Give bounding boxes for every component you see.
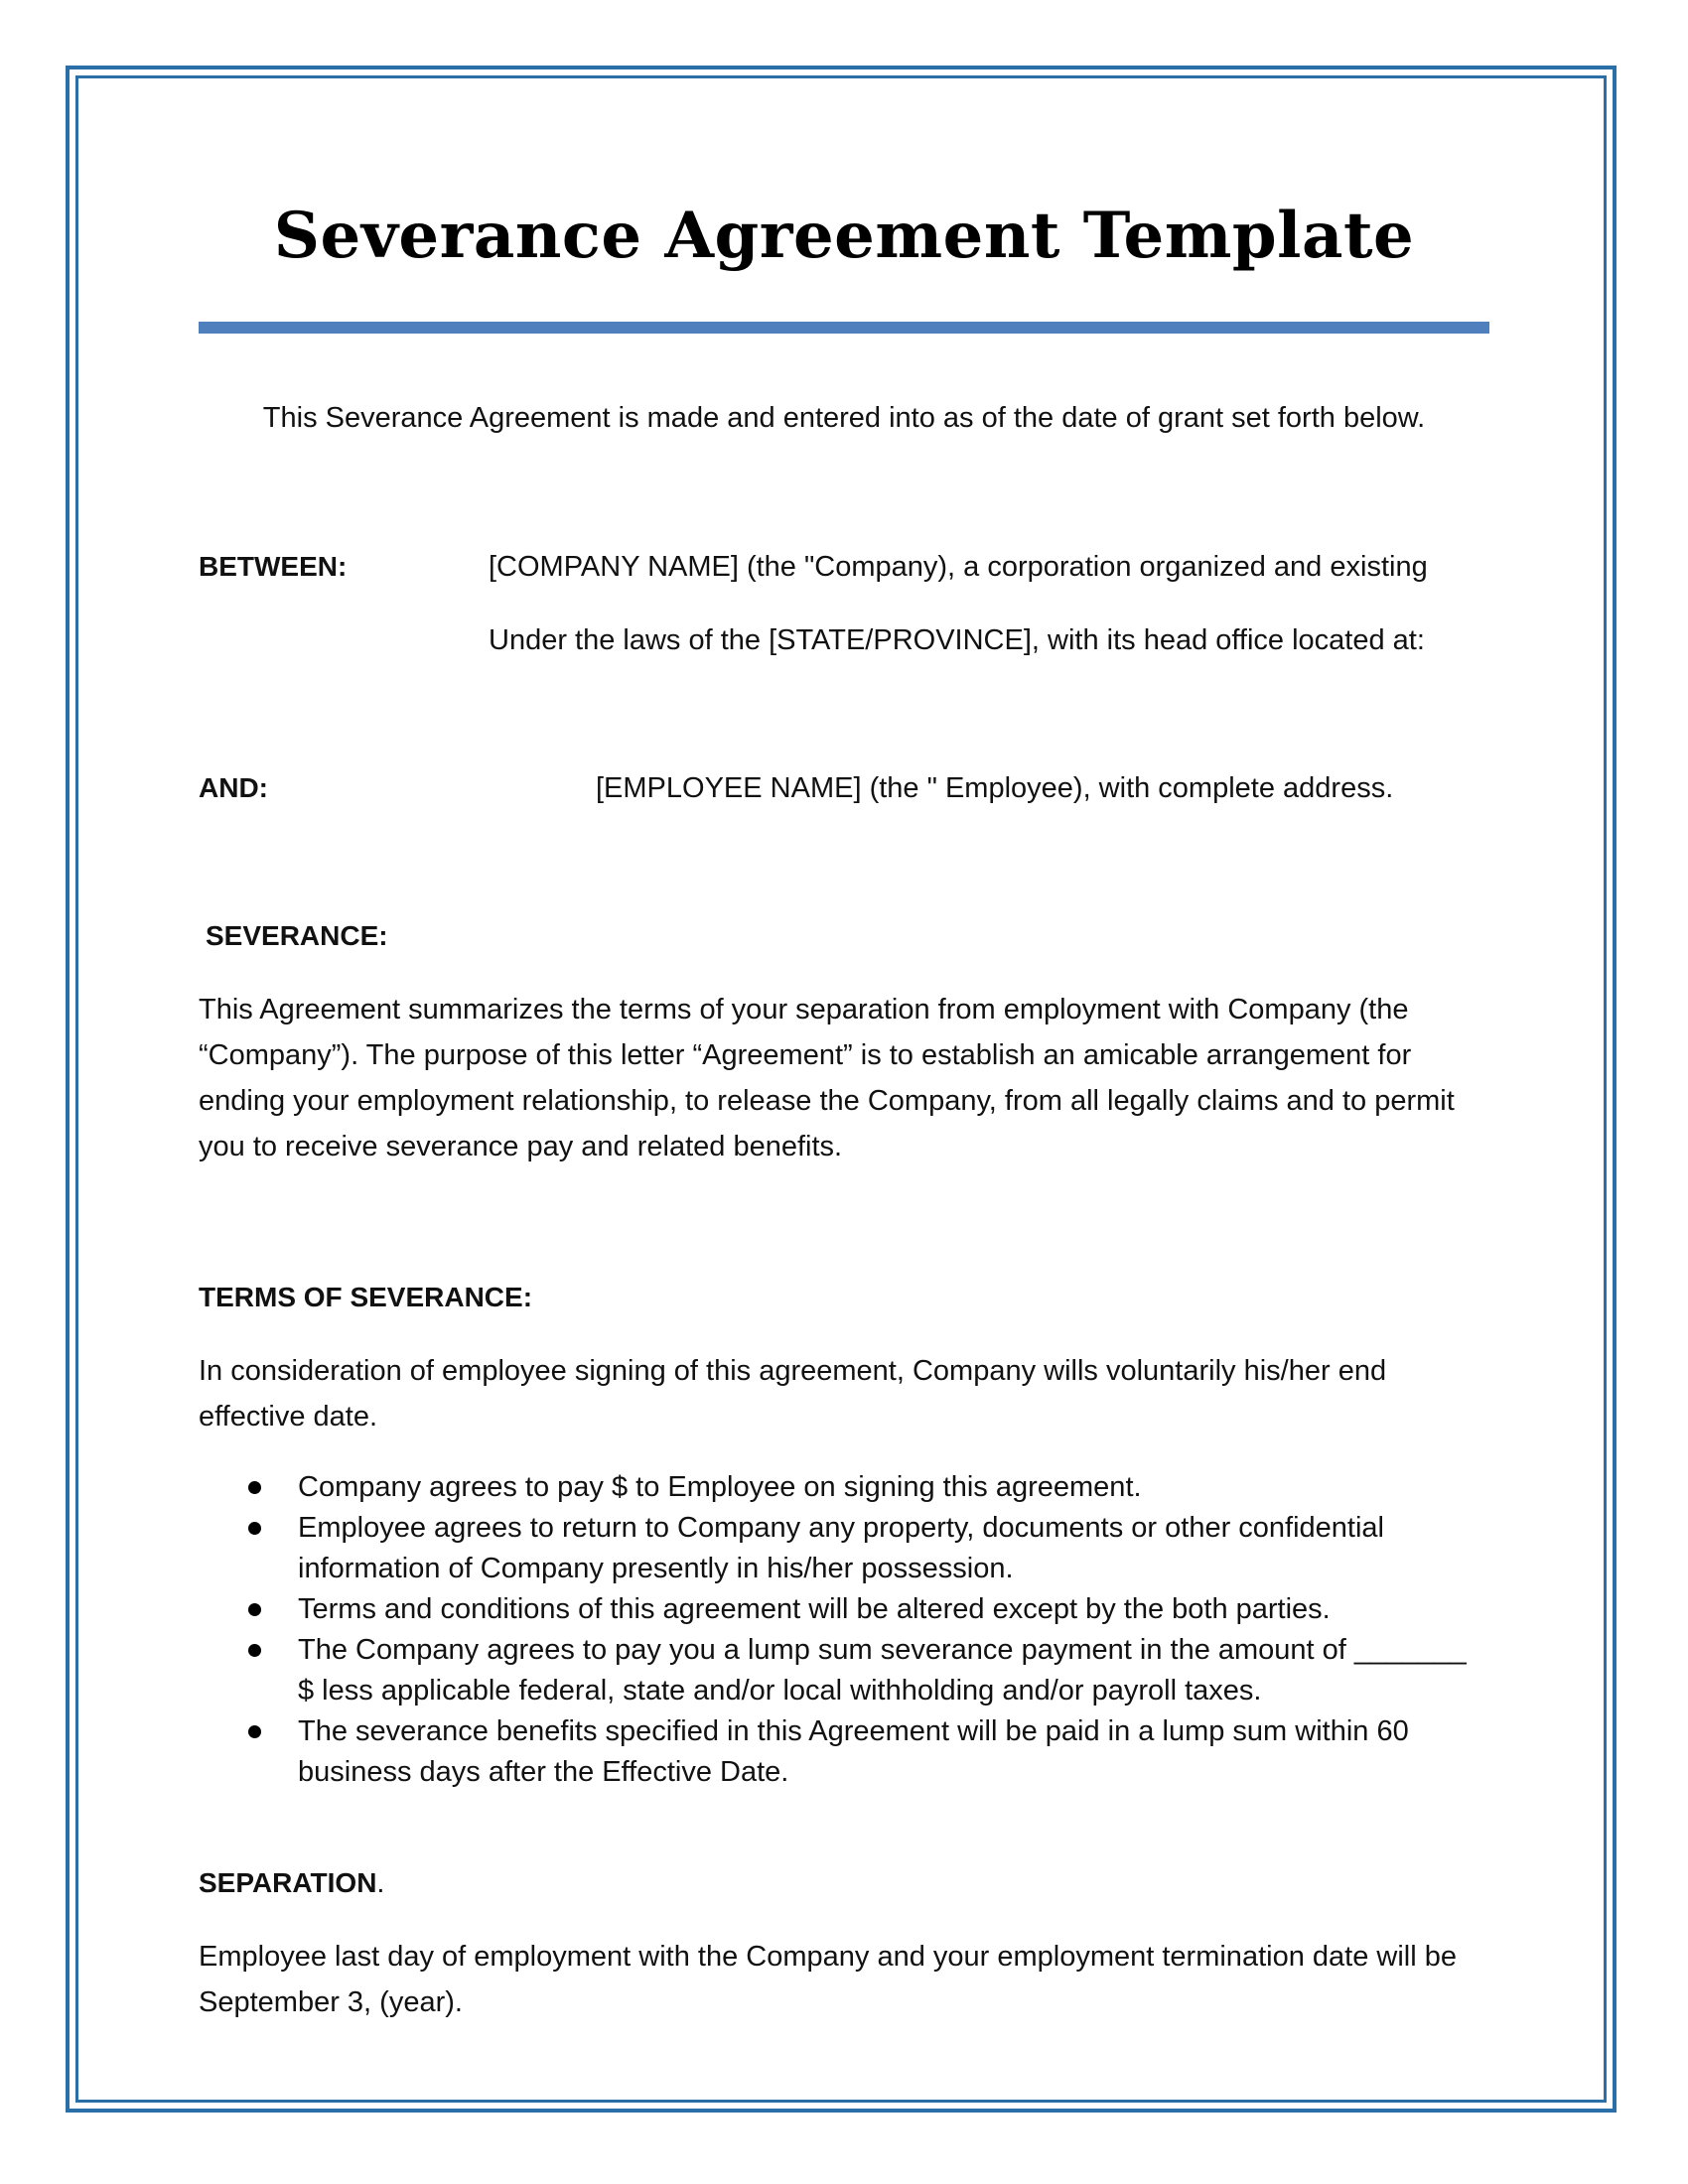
list-item: Company agrees to pay $ to Employee on signing this agreement. (199, 1467, 1489, 1508)
title-underline (199, 322, 1489, 334)
list-item: Employee agrees to return to Company any property, documents or other confidential information of Company presently in his/her possession. (199, 1508, 1489, 1589)
between-label: BETWEEN: (199, 551, 348, 582)
list-item: Terms and conditions of this agreement will be altered except by the both parties. (199, 1589, 1489, 1630)
and-label: AND: (199, 772, 268, 803)
bullet-icon (248, 1522, 261, 1535)
separation-paragraph: Employee last day of employment with the Company and your employment termination date will be September 3, (year). (199, 1941, 1457, 2018)
bullet-icon (248, 1725, 261, 1738)
terms-bullet-list (199, 1467, 1489, 1793)
terms-heading: TERMS OF SEVERANCE: (199, 1282, 533, 1312)
bullet-icon (248, 1644, 261, 1657)
terms-paragraph: In consideration of employee signing of this agreement, Company wills voluntarily his/her end effective date. (199, 1355, 1387, 1433)
and-employee-line: [EMPLOYEE NAME] (the " Employee), with complete address. (596, 772, 1394, 804)
list-item: The severance benefits specified in this Agreement will be paid in a lump sum within 60 business days after the Effective Date. (199, 1711, 1489, 1793)
bullet-icon (248, 1603, 261, 1616)
intro-paragraph: This Severance Agreement is made and entered into as of the date of grant set forth below. (262, 402, 1426, 434)
document-title: Severance Agreement Template (273, 199, 1415, 273)
separation-heading-line (199, 1860, 384, 1906)
bullet-icon (248, 1481, 261, 1494)
separation-heading: SEPARATION (199, 1867, 377, 1898)
severance-heading: SEVERANCE: (206, 920, 388, 951)
between-company-line: [COMPANY NAME] (the "Company), a corporation organized and existing (489, 551, 1428, 583)
list-item: The Company agrees to pay you a lump sum severance payment in the amount of _______ $ less applicable federal, state and/or local withholding and/or payroll taxes. (199, 1630, 1489, 1711)
severance-paragraph: This Agreement summarizes the terms of your separation from employment with Company (the “Company”). The purpose of this letter “Agreement” is to establish an amicable arrangement for ending your employment relationship, to release the Company, from all legally claims and to permit you to receive severance pay and related benefits. (199, 994, 1455, 1162)
separation-heading-suffix: . (376, 1867, 385, 1899)
between-address-line: Under the laws of the [STATE/PROVINCE], with its head office located at: (489, 624, 1425, 656)
